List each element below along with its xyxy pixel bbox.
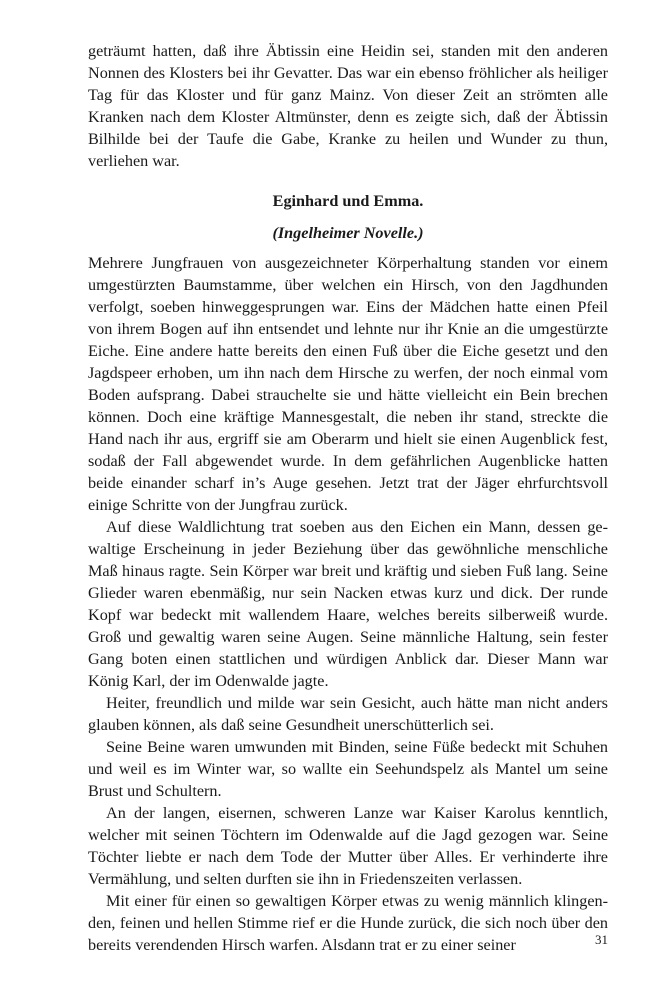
opening-paragraph: geträumt hatten, daß ihre Äbtissin eine Heidin sei, standen mit den anderen Nonnen des Klosters bei ihr Gevatter. Das war ein ebenso fröhlicher als heiliger Tag für das Kloster und für ganz Mainz. Von dieser Zeit an strömten alle Kranken nach dem Kloster Altmünster, denn es zeigte sich, daß der Äbtissin Bilhilde bei der Taufe die Gabe, Kranke zu heilen und Wunder zu thun, verliehen war. — [88, 42, 608, 170]
book-page — [88, 40, 608, 956]
spacer — [88, 244, 608, 252]
story-title: Eginhard und Emma. — [272, 192, 424, 210]
page-number: 31 — [595, 932, 608, 947]
body-paragraph-2: Auf diese Waldlichtung trat soeben aus den Eichen ein Mann, dessen gewaltige Erscheinung in jeder Beziehung über das gewöhnliche menschliche Maß hinaus ragte. Sein Körper war breit und kräftig und sieben Fuß lang. Seine Glieder waren ebenmäßig, nur sein Nacken etwas kurz und dick. Der runde Kopf war bedeckt mit wallendem Haare, welches bereits silberweiß wurde. Groß und gewaltig waren seine Augen. Seine männliche Haltung, sein fester Gang boten einen stattlichen und würdigen Anblick dar. Dieser Mann war König Karl, der im Odenwalde jagte. — [88, 518, 608, 690]
body-paragraph-4: Seine Beine waren umwunden mit Binden, seine Füße bedeckt mit Schuhen und weil es im Winter war, so wallte ein Seehundspelz als Mantel um seine Brust und Schultern. — [88, 738, 608, 800]
story-subtitle: (Ingelheimer Novelle.) — [272, 224, 424, 242]
body-paragraph-1: Mehrere Jungfrauen von ausgezeichneter Körperhaltung standen vor einem umgestürzten Baumstamme, über welchen ein Hirsch, von den Jagdhunden verfolgt, soeben hinweggesprungen war. Eins der Mädchen hatte einen Pfeil von ihrem Bogen auf ihn entsendet und lehnte nur ihr Knie an die umgestürzte Eiche. Eine andere hatte bereits den einen Fuß über die Eiche gesetzt und den Jagdspeer erhoben, um ihn nach dem Hirsche zu werfen, der noch einmal vom Boden aufsprang. Dabei strauchelte sie und hätte vielleicht ein Bein brechen können. Doch eine kräftige Mannesgestalt, die neben ihr stand, streckte die Hand nach ihr aus, ergriff sie am Oberarm und hielt sie einen Augenblick fest, sodaß der Fall abgewendet wurde. In dem gefährlichen Augenblicke hatten beide einander scharf in’s Auge gesehen. Jetzt trat der Jäger ehrfurchtsvoll einige Schritte von der Jungfrau zurück. — [88, 254, 608, 514]
spacer — [88, 212, 608, 222]
spacer — [88, 172, 608, 190]
body-paragraph-5: An der langen, eisernen, schweren Lanze war Kaiser Karolus kenntlich, welcher mit seinen Töchtern im Odenwalde auf die Jagd gezogen war. Seine Töchter liebte er nach dem Tode der Mutter über Alles. Er verhinderte ihre Vermählung, und selten durften sie ihn in Friedenszeiten verlassen. — [88, 804, 608, 888]
body-paragraph-3: Heiter, freundlich und milde war sein Gesicht, auch hätte man nicht anders glauben können, als daß seine Gesundheit unerschütterlich sei. — [88, 694, 608, 734]
body-paragraph-6: Mit einer für einen so gewaltigen Körper etwas zu wenig männlich klingenden, feinen und hellen Stimme rief er die Hunde zurück, die sich noch über den bereits verendenden Hirsch warfen. Alsdann trat er zu einer seiner — [88, 892, 608, 954]
